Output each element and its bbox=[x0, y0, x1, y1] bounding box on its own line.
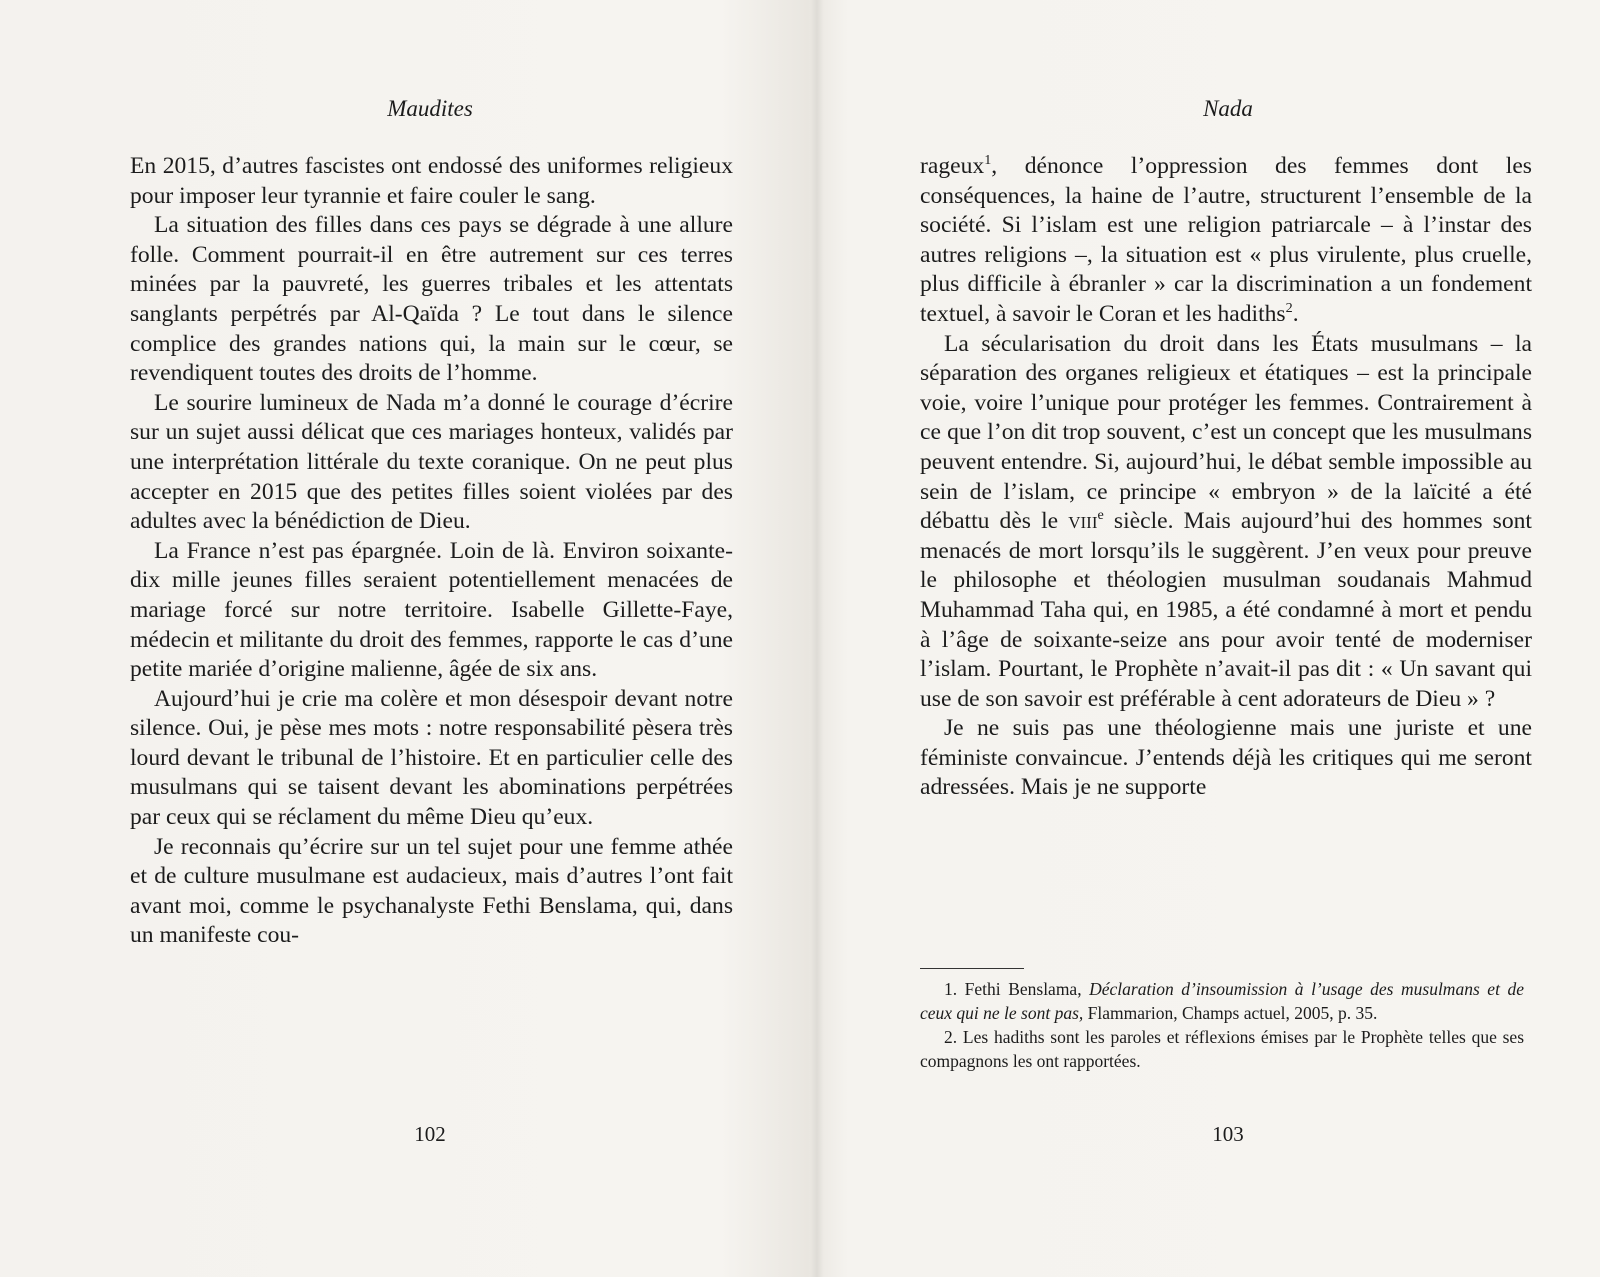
paragraph: Aujourd’hui je crie ma colère et mon désespoir devant notre silence. Oui, je pèse mes mots : notre responsabilité pèsera très lourd devant le tribunal de l’histoire. Et en particulier celle des musulmans qui se taisent devant les abominations perpétrées par ceux qui se réclament du même Dieu qu’eux. bbox=[130, 685, 733, 831]
footnote-author: Fethi Benslama, bbox=[964, 979, 1082, 999]
page-number-left: 102 bbox=[414, 1122, 446, 1146]
century-suffix: e bbox=[1097, 507, 1104, 524]
paragraph bbox=[920, 152, 1532, 330]
footnotes bbox=[920, 978, 1524, 1073]
paragraph: Je ne suis pas une théologienne mais une juriste et une féministe convaincue. J’entends déjà les critiques qui me seront adressées. Mais je ne supporte bbox=[920, 715, 1532, 801]
footnote-divider bbox=[920, 968, 1024, 969]
text-span: siècle. Mais aujourd’hui des hommes sont menacés de mort lorsqu’ils le suggèrent. J’en veux pour preuve le philosophe et théologien musulman soudanais Mahmud Muhammad Taha qui, en 1985, a été condamné à mort et pendu à l’âge de soixante-seize ans pour avoir tenté de moderniser l’islam. Pourtant, le Prophète n’avait-il pas dit : « Un savant qui use de son savoir est préférable à cent adorateurs de Dieu » ? bbox=[920, 508, 1532, 712]
running-head-right: Nada bbox=[1203, 96, 1253, 121]
right-page-body bbox=[920, 152, 1532, 803]
page-number-right: 103 bbox=[1212, 1122, 1244, 1146]
paragraph: Je reconnais qu’écrire sur un tel sujet pour une femme athée et de culture musulmane est audacieux, mais d’autres l’ont fait avant moi, comme le psychanalyste Fethi Benslama, qui, dans un manifeste cou- bbox=[130, 833, 733, 949]
text-span: . bbox=[1292, 300, 1299, 327]
paragraph: La situation des filles dans ces pays se dégrade à une allure folle. Comment pourrait-il en être autrement sur ces terres minées par la pauvreté, les guerres tribales et les attentats sanglants perpétrés par Al-Qaïda ? Le tout dans le silence complice des grandes nations qui, la main sur le cœur, se revendiquent toutes des droits de l’homme. bbox=[130, 212, 733, 387]
footnote-title: Déclaration d’insoumission à l’usage des musulmans et de ceux qui ne le sont pas, bbox=[920, 979, 1524, 1023]
paragraph bbox=[920, 330, 1532, 715]
century-numeral: viii bbox=[1068, 508, 1098, 535]
footnote-ref[interactable]: 2 bbox=[1285, 300, 1293, 317]
running-head-left: Maudites bbox=[387, 96, 473, 121]
paragraph: Le sourire lumineux de Nada m’a donné le courage d’écrire sur un sujet aussi délicat que ces mariages honteux, validés par une interprétation littérale du texte coranique. On ne peut plus accepter en 2015 que des petites filles soient violées par des adultes avec la bénédiction de Dieu. bbox=[130, 389, 733, 535]
footnote bbox=[920, 978, 1524, 1025]
paragraph: En 2015, d’autres fascistes ont endossé des uniformes religieux pour imposer leur tyrannie et faire couler le sang. bbox=[130, 153, 733, 209]
footnote-number: 2. bbox=[944, 1027, 958, 1047]
footnote-number: 1. bbox=[944, 979, 958, 999]
right-page bbox=[812, 0, 1600, 1277]
left-page-body bbox=[130, 152, 733, 951]
footnote-publisher: Flammarion, Champs actuel, 2005, p. 35. bbox=[1087, 1002, 1378, 1023]
text-span: rageux bbox=[920, 153, 985, 179]
footnote-text: Les hadiths sont les paroles et réflexions émises par le Prophète telles que ses compagnons les ont rapportées. bbox=[920, 1027, 1525, 1071]
footnote bbox=[920, 1026, 1524, 1073]
footnote-ref[interactable]: 1 bbox=[984, 152, 992, 169]
text-span: La sécularisation du droit dans les États musulmans – la séparation des organes religieux et étatiques – est la principale voie, voire l’unique pour protéger les femmes. Contrairement à ce que l’on dit trop souvent, c’est un concept que les musulmans peuvent entendre. Si, aujourd’hui, le débat semble impossible au sein de l’islam, ce principe « embryon » de la laïcité a été débattu dès le bbox=[920, 330, 1532, 535]
text-span: , dénonce l’oppression des femmes dont les conséquences, la haine de l’autre, structurent l’ensemble de la société. Si l’islam est une religion patriarcale – à l’instar des autres religions –, la situation est « plus virulente, plus cruelle, plus difficile à ébranler » car la discrimination a un fondement textuel, à savoir le Coran et les hadiths bbox=[920, 153, 1532, 327]
paragraph: La France n’est pas épargnée. Loin de là. Environ soixante-dix mille jeunes filles seraient potentiellement menacées de mariage forcé sur notre territoire. Isabelle Gillette-Faye, médecin et militante du droit des femmes, rapporte le cas d’une petite mariée d’origine malienne, âgée de six ans. bbox=[130, 537, 733, 683]
